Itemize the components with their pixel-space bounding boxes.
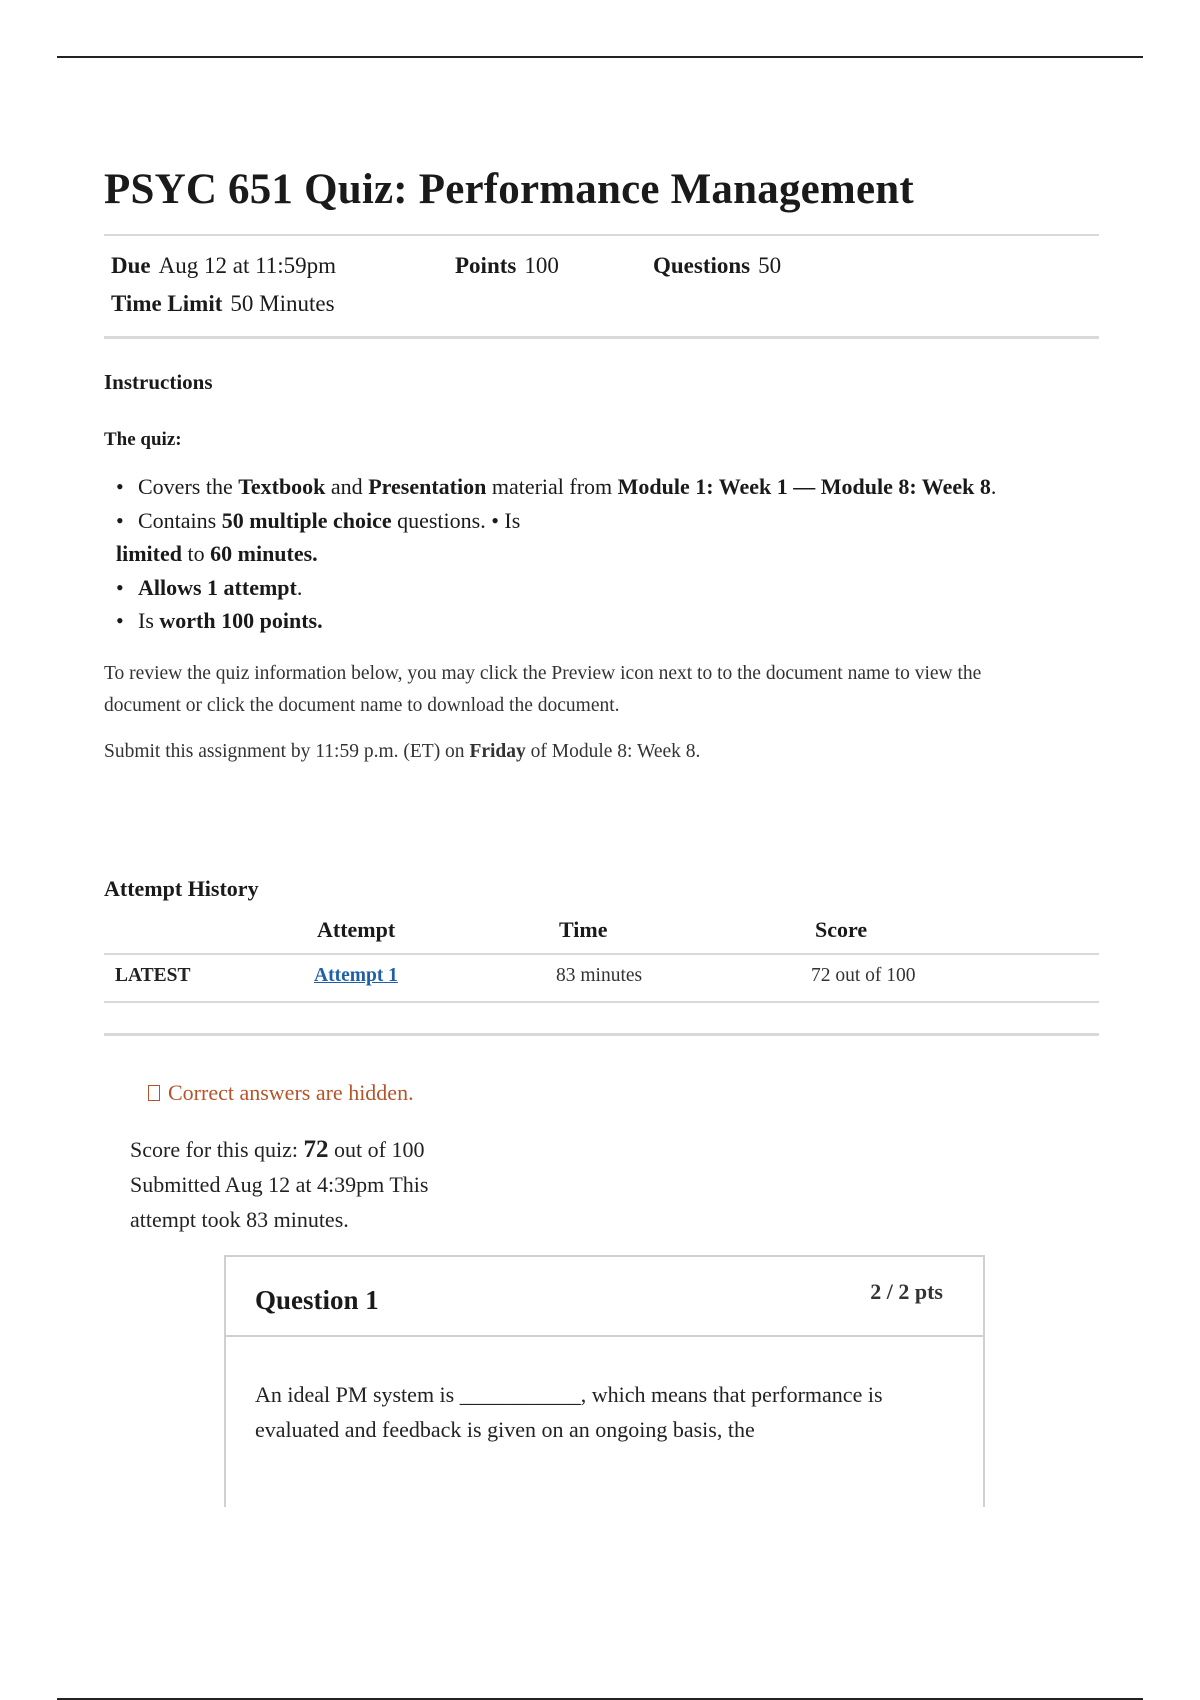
time-limit-label: Time Limit — [111, 291, 223, 316]
row-time: 83 minutes — [556, 965, 643, 986]
question-text: An ideal PM system is ___________, which means that performance is evaluated and feedback is given on an ongoing basis, the — [255, 1382, 883, 1442]
page-top-rule — [57, 56, 1143, 58]
points-info — [455, 253, 559, 279]
instructions-list — [116, 470, 996, 638]
question-header — [226, 1257, 983, 1337]
due-label: Due — [111, 253, 151, 278]
list-item: • Covers the Textbook and Presentation material from Module 1: Week 1 — Module 8: Week 8. — [116, 474, 997, 499]
row-latest-label: LATEST — [115, 965, 191, 986]
meta-divider — [104, 336, 1099, 339]
question-title: Question 1 — [255, 1285, 379, 1315]
attempt-1-link[interactable]: Attempt 1 — [314, 965, 398, 986]
column-header-time: Time — [559, 917, 608, 942]
question-points: 2 / 2 pts — [870, 1279, 943, 1304]
list-item: • Is worth 100 points. — [116, 608, 323, 633]
questions-info — [653, 253, 781, 279]
points-label: Points — [455, 253, 517, 278]
page-title: PSYC 651 Quiz: Performance Management — [104, 166, 914, 213]
title-divider — [104, 234, 1099, 236]
list-item: limited to 60 minutes. — [116, 541, 318, 566]
answers-hidden-notice: Correct answers are hidden. — [148, 1080, 414, 1106]
column-header-attempt: Attempt — [317, 917, 396, 942]
attempt-history-heading: Attempt History — [104, 876, 259, 901]
points-value: 100 — [524, 253, 559, 278]
time-limit — [111, 291, 335, 317]
duration-line: attempt took 83 minutes. — [130, 1207, 349, 1232]
section-divider — [104, 1033, 1099, 1036]
questions-label: Questions — [653, 253, 751, 278]
due-value: Aug 12 at 11:59pm — [158, 253, 337, 278]
row-score: 72 out of 100 — [811, 965, 916, 986]
submitted-line: Submitted Aug 12 at 4:39pm This — [130, 1172, 429, 1197]
list-item: • Contains 50 multiple choice questions. • Is — [116, 507, 521, 533]
questions-value: 50 — [758, 253, 782, 278]
submit-note: Submit this assignment by 11:59 p.m. (ET) on Friday of Module 8: Week 8. — [104, 741, 701, 762]
table-row-divider — [104, 1001, 1099, 1003]
info-icon — [148, 1085, 160, 1101]
time-limit-value: 50 Minutes — [230, 291, 335, 316]
list-item: • Allows 1 attempt. — [116, 574, 303, 600]
instructions-heading: Instructions — [104, 370, 213, 394]
due-date — [111, 253, 336, 279]
quiz-score-summary — [130, 1132, 428, 1237]
table-header-divider — [104, 953, 1099, 955]
question-card — [224, 1255, 985, 1507]
score-line: Score for this quiz: 72 out of 100 — [130, 1136, 425, 1163]
quiz-subheading: The quiz: — [104, 429, 182, 450]
column-header-score: Score — [815, 917, 868, 942]
review-paragraph: To review the quiz information below, you may click the Preview icon next to to the document name to view the document or click the document name to download the document. — [104, 663, 982, 716]
